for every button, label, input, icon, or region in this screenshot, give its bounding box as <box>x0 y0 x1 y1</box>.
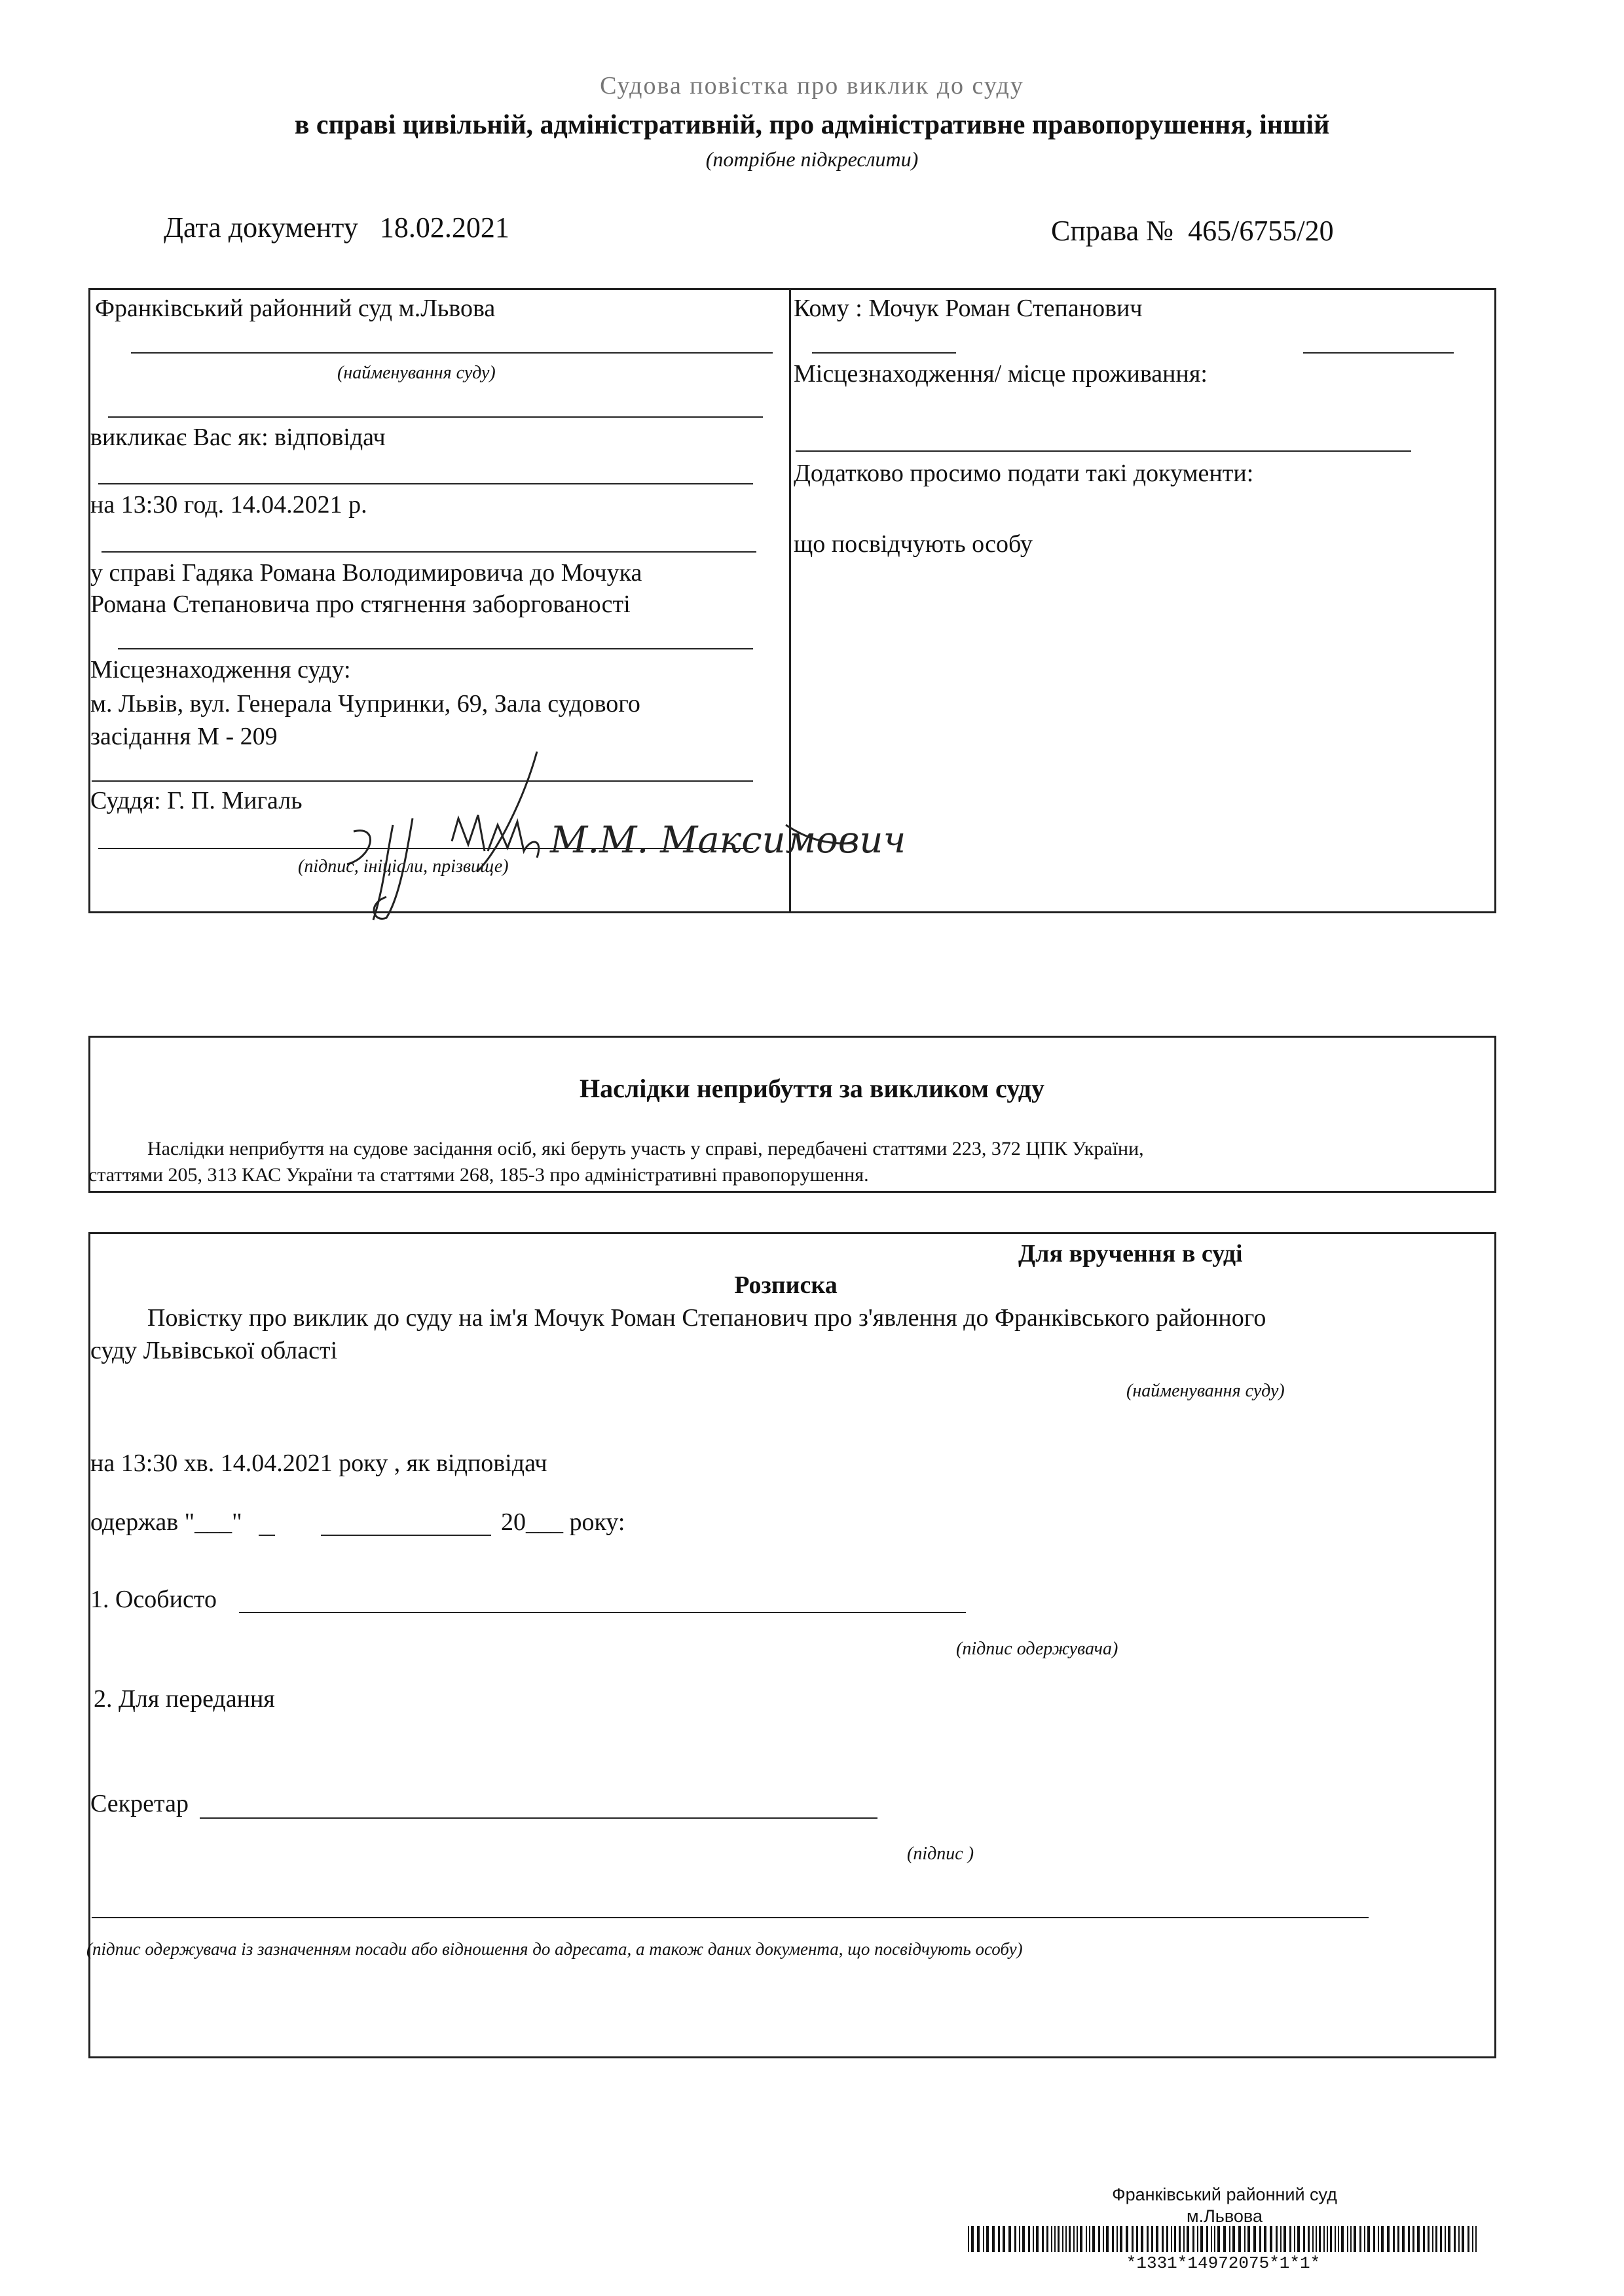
barcode-bar <box>983 2226 984 2252</box>
for-transfer-label: 2. Для передання <box>94 1685 275 1713</box>
hearing-time: на 13:30 год. 14.04.2021 р. <box>90 491 367 519</box>
barcode-bar <box>1341 2226 1344 2252</box>
documents-value: що посвідчують особу <box>794 530 1033 558</box>
court-name-line <box>131 352 773 354</box>
barcode-bar <box>1126 2226 1128 2252</box>
barcode-bar <box>1166 2226 1168 2252</box>
barcode-bar <box>1373 2226 1375 2252</box>
barcode-bar <box>1462 2226 1464 2252</box>
barcode-bar <box>1308 2226 1310 2252</box>
barcode-bar <box>1086 2226 1087 2252</box>
barcode-bar <box>1387 2226 1390 2252</box>
barcode-bar <box>1120 2226 1122 2252</box>
barcode-bar <box>1244 2226 1246 2252</box>
barcode-bar <box>1354 2226 1356 2252</box>
role-text: викликає Вас як: відповідач <box>90 424 386 451</box>
barcode-bar <box>1417 2226 1420 2252</box>
barcode-bar <box>1316 2226 1317 2252</box>
barcode-bar <box>1276 2226 1278 2252</box>
barcode-bar <box>1136 2226 1138 2252</box>
barcode-bar <box>1264 2226 1266 2252</box>
barcode-bar <box>1378 2226 1379 2252</box>
separator-line <box>118 648 753 649</box>
date-value: 18.02.2021 <box>379 211 509 244</box>
barcode-bar <box>1028 2226 1030 2252</box>
court-location-line2: засідання М - 209 <box>90 723 278 750</box>
barcode-bar <box>1294 2226 1295 2252</box>
barcode-bar <box>1259 2226 1261 2252</box>
personally-label: 1. Особисто <box>90 1586 217 1613</box>
case-label: Справа № <box>1051 215 1174 247</box>
barcode-bar <box>1080 2226 1082 2252</box>
barcode-bar <box>1232 2226 1235 2252</box>
barcode-bar <box>1364 2226 1365 2252</box>
separator-line <box>108 416 763 418</box>
signature-caption: (підпис, ініціали, прізвище) <box>298 856 509 877</box>
court-location-label: Місцезнаходження суду: <box>90 656 351 683</box>
barcode-bar <box>1283 2226 1286 2252</box>
separator-line <box>101 551 756 553</box>
bottom-signature-line <box>92 1917 1369 1918</box>
consequences-text-line1: Наслідки неприбуття на судове засідання осіб, які беруть участь у справі, передбачені статтями 223, 372 ЦПК України, <box>147 1138 1144 1159</box>
barcode-bar <box>1171 2226 1172 2252</box>
barcode-bar <box>1151 2226 1153 2252</box>
barcode-bar <box>1338 2226 1339 2252</box>
recipient-line <box>812 352 956 354</box>
barcode-bar <box>1058 2226 1060 2252</box>
barcode-bar <box>986 2226 989 2252</box>
documents-label: Додатково просимо подати такі документи: <box>794 460 1254 487</box>
barcode-bar <box>1116 2226 1118 2252</box>
received-year: 20___ року: <box>501 1508 625 1536</box>
barcode-bar <box>1270 2226 1272 2252</box>
barcode-bar <box>1448 2226 1450 2252</box>
residence-label: Місцезнаходження/ місце проживання: <box>794 360 1208 388</box>
judge-name: Суддя: Г. П. Мигаль <box>90 787 303 814</box>
barcode-bar <box>968 2226 969 2252</box>
barcode-bar <box>1106 2226 1109 2252</box>
recipient-line <box>1303 352 1454 354</box>
barcode-bar <box>1036 2226 1039 2252</box>
barcode-bar <box>1412 2226 1414 2252</box>
barcode-bar <box>1440 2226 1442 2252</box>
barcode-bar <box>1223 2226 1226 2252</box>
personally-signature-line <box>239 1612 966 1613</box>
barcode-bar <box>1445 2226 1446 2252</box>
case-number <box>1051 216 1334 246</box>
barcode-bar <box>1435 2226 1437 2252</box>
residence-line <box>796 450 1411 452</box>
received-date-line <box>321 1535 491 1536</box>
barcode-bar <box>1103 2226 1104 2252</box>
case-description-line1: у справі Гадяка Романа Володимировича до Мочука <box>90 559 642 587</box>
barcode-bar <box>1077 2226 1078 2252</box>
barcode-bar <box>1367 2226 1370 2252</box>
barcode-bar <box>1046 2226 1048 2252</box>
barcode-bar <box>1141 2226 1143 2252</box>
barcode-bar <box>1347 2226 1348 2252</box>
barcode-bar <box>1312 2226 1314 2252</box>
barcode-bar <box>1381 2226 1384 2252</box>
barcode-bar <box>1289 2226 1291 2252</box>
barcode-bar <box>1008 2226 1011 2252</box>
document-title: Судова повістка про виклик до суду <box>600 72 1024 100</box>
barcode-bar <box>1217 2226 1220 2252</box>
barcode-bar <box>1183 2226 1185 2252</box>
barcode-bar <box>1069 2226 1071 2252</box>
barcode-bar <box>1147 2226 1149 2252</box>
barcode-bar <box>1073 2226 1075 2252</box>
case-value: 465/6755/20 <box>1188 215 1334 247</box>
receipt-title: Розписка <box>734 1271 838 1299</box>
separator-line <box>98 483 753 484</box>
barcode-bar <box>977 2226 980 2252</box>
barcode-bar <box>1197 2226 1198 2252</box>
received-date: одержав "___" <box>90 1508 242 1536</box>
barcode-bar <box>1112 2226 1114 2252</box>
court-name: Франківський районний суд м.Львова <box>95 295 496 322</box>
barcode-bar <box>1253 2226 1256 2252</box>
barcode-bar <box>1303 2226 1305 2252</box>
barcode-bar <box>1432 2226 1433 2252</box>
barcode-bar <box>1211 2226 1212 2252</box>
secretary-label: Секретар <box>90 1790 189 1817</box>
court-name-caption: (найменування суду) <box>337 363 496 383</box>
bottom-caption: (підпис одержувача із зазначенням посади або відношення до адресата, а також даних документа, що посвідчують особу) <box>86 1939 1023 1959</box>
recipient-signature-caption: (підпис одержувача) <box>956 1639 1118 1659</box>
document-subtitle: в справі цивільній, адміністративній, про адміністративне правопорушення, іншій <box>294 110 1330 140</box>
stamp-court-name: Франківський районний суд <box>1112 2185 1337 2204</box>
barcode-bar <box>1132 2226 1134 2252</box>
barcode-bar <box>1192 2226 1194 2252</box>
barcode-bar <box>1206 2226 1208 2252</box>
barcode-bar <box>1019 2226 1020 2252</box>
barcode-bar <box>1350 2226 1352 2252</box>
barcode-bar <box>1458 2226 1460 2252</box>
barcode-bar <box>1423 2226 1425 2252</box>
barcode-bar <box>1033 2226 1034 2252</box>
date-label: Дата документу <box>164 211 358 244</box>
barcode-bar <box>1022 2226 1025 2252</box>
barcode-bar <box>1327 2226 1328 2252</box>
barcode-bar <box>1402 2226 1405 2252</box>
barcode-bar <box>1472 2226 1473 2252</box>
case-description-line2: Романа Степановича про стягнення заборгованості <box>90 591 631 618</box>
receipt-time: на 13:30 хв. 14.04.2021 року , як відповідач <box>90 1449 547 1477</box>
barcode-bar <box>992 2226 995 2252</box>
barcode-bar <box>1200 2226 1203 2252</box>
barcode-bar <box>1174 2226 1176 2252</box>
barcode-bar <box>1335 2226 1336 2252</box>
barcode-bar <box>1062 2226 1063 2252</box>
title-note: (потрібне підкреслити) <box>705 147 919 171</box>
barcode-bar <box>1280 2226 1282 2252</box>
barcode-bar <box>1397 2226 1399 2252</box>
barcode-bar <box>1229 2226 1230 2252</box>
barcode-bar <box>1330 2226 1332 2252</box>
for-court-delivery: Для вручення в суді <box>1018 1240 1243 1267</box>
barcode-bar <box>1092 2226 1095 2252</box>
barcode <box>968 2226 1479 2252</box>
barcode-bar <box>1428 2226 1430 2252</box>
barcode-bar <box>1187 2226 1189 2252</box>
secretary-signature-line <box>200 1817 877 1819</box>
barcode-bar <box>1297 2226 1300 2252</box>
barcode-bar <box>998 2226 1000 2252</box>
receipt-text-line2: суду Львівської області <box>90 1337 338 1364</box>
barcode-bar <box>1475 2226 1477 2252</box>
barcode-text: *1331*14972075*1*1* <box>1126 2253 1321 2273</box>
court-location-line1: м. Львів, вул. Генерала Чупринки, 69, Зала судового <box>90 690 640 718</box>
secretary-signature-caption: (підпис ) <box>907 1844 974 1864</box>
received-date-line <box>259 1535 275 1536</box>
barcode-bar <box>1247 2226 1250 2252</box>
barcode-bar <box>1359 2226 1361 2252</box>
receipt-court-caption: (найменування суду) <box>1126 1381 1285 1401</box>
barcode-bar <box>1454 2226 1456 2252</box>
barcode-bar <box>1003 2226 1005 2252</box>
recipient: Кому : Мочук Роман Степанович <box>794 295 1143 322</box>
receipt-text-line1: Повістку про виклик до суду на ім'я Мочук Роман Степанович про з'явлення до Франківського районного <box>147 1304 1266 1332</box>
barcode-bar <box>971 2226 974 2252</box>
barcode-bar <box>1089 2226 1090 2252</box>
barcode-bar <box>1051 2226 1052 2252</box>
barcode-bar <box>1065 2226 1067 2252</box>
handwritten-signature <box>327 746 917 923</box>
document-date <box>164 213 509 243</box>
barcode-bar <box>1467 2226 1469 2252</box>
barcode-bar <box>1214 2226 1215 2252</box>
signature-script: М.М. Максимович <box>550 819 906 862</box>
consequences-title: Наслідки неприбуття за викликом суду <box>580 1074 1044 1103</box>
barcode-bar <box>1054 2226 1056 2252</box>
barcode-bar <box>1014 2226 1016 2252</box>
barcode-bar <box>1319 2226 1321 2252</box>
barcode-bar <box>1042 2226 1044 2252</box>
barcode-bar <box>1179 2226 1181 2252</box>
barcode-bar <box>1098 2226 1100 2252</box>
barcode-bar <box>1408 2226 1410 2252</box>
barcode-bar <box>1156 2226 1158 2252</box>
barcode-bar <box>1323 2226 1325 2252</box>
barcode-bar <box>1238 2226 1241 2252</box>
barcode-bar <box>1393 2226 1395 2252</box>
consequences-text-line2: статтями 205, 313 КАС України та статтями 268, 185-3 про адміністративні правопорушення. <box>88 1164 869 1186</box>
barcode-bar <box>1162 2226 1164 2252</box>
stamp-city: м.Львова <box>1187 2206 1263 2226</box>
